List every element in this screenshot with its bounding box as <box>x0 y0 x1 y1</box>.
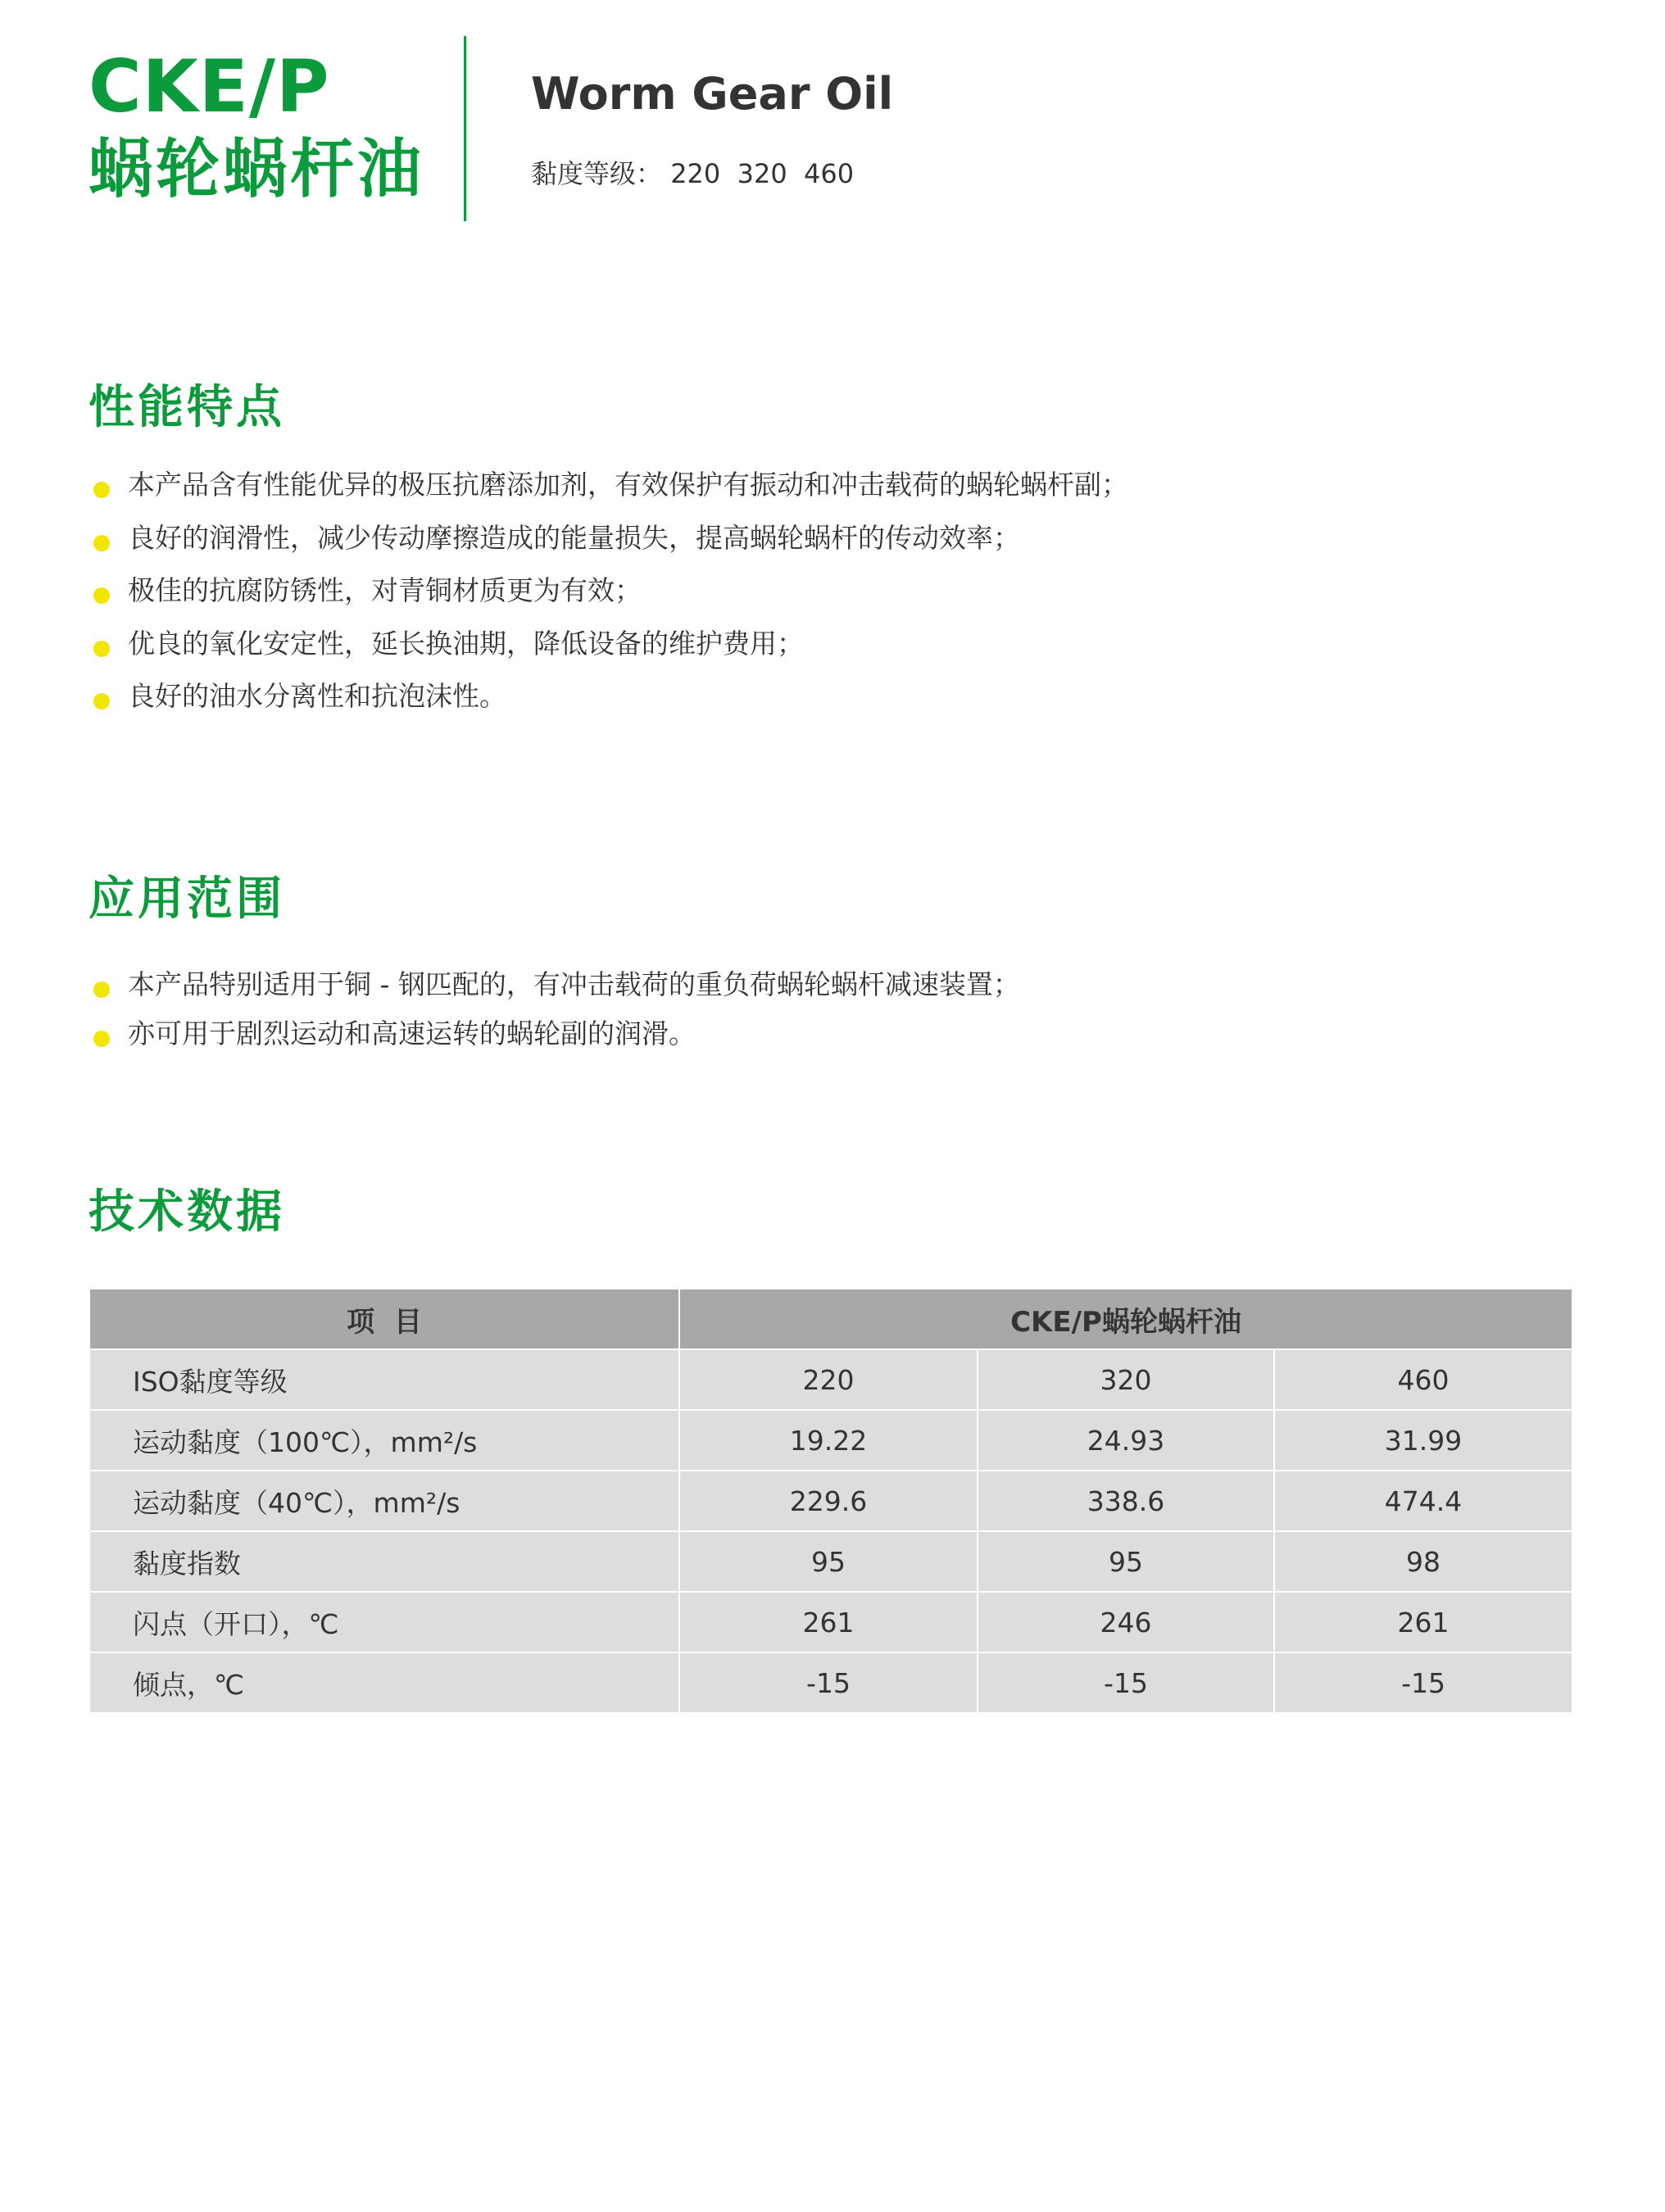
cell-220: 95 <box>679 1531 978 1592</box>
cell-320: 24.93 <box>978 1410 1274 1471</box>
bullet-dot-icon <box>93 693 110 709</box>
applications-title: 应用范围 <box>88 873 285 926</box>
row-label: ISO黏度等级 <box>89 1349 679 1410</box>
applications-list <box>88 968 1604 1049</box>
list-item: 本产品含有性能优异的极压抗磨添加剂，有效保护有振动和冲击载荷的蜗轮蜗杆副； <box>88 469 1604 501</box>
spec-table <box>88 1288 1573 1714</box>
product-header <box>0 0 1665 246</box>
table-row <box>89 1410 1572 1471</box>
table-row <box>89 1652 1572 1713</box>
table-row <box>89 1471 1572 1531</box>
row-label: 运动黏度（40℃），mm²/s <box>89 1471 679 1531</box>
product-name-cn: 蜗轮蜗杆油 <box>88 133 425 206</box>
cell-220: 19.22 <box>679 1410 978 1471</box>
list-item: 本产品特别适用于铜 - 钢匹配的，有冲击载荷的重负荷蜗轮蜗杆减速装置； <box>88 968 1604 1001</box>
table-row <box>89 1349 1572 1410</box>
cell-320: -15 <box>978 1652 1274 1713</box>
cell-320: 338.6 <box>978 1471 1274 1531</box>
cell-220: 261 <box>679 1592 978 1652</box>
cell-460: -15 <box>1274 1652 1572 1713</box>
list-item: 极佳的抗腐防锈性，对青铜材质更为有效； <box>88 574 1604 607</box>
bullet-dot-icon <box>93 587 110 604</box>
bullet-dot-icon <box>93 1031 110 1047</box>
row-label: 运动黏度（100℃），mm²/s <box>89 1410 679 1471</box>
cell-460: 31.99 <box>1274 1410 1572 1471</box>
viscosity-grade-label: 黏度等级： <box>531 158 663 189</box>
product-code: CKE/P <box>88 44 330 129</box>
bullet-dot-icon <box>93 641 110 657</box>
bullet-dot-icon <box>93 981 110 998</box>
row-label: 闪点（开口），℃ <box>89 1592 679 1652</box>
list-item: 良好的润滑性，减少传动摩擦造成的能量损失，提高蜗轮蜗杆的传动效率； <box>88 522 1604 555</box>
features-title: 性能特点 <box>88 381 285 434</box>
cell-320: 246 <box>978 1592 1274 1652</box>
list-item: 优良的氧化安定性，延长换油期，降低设备的维护费用； <box>88 628 1604 660</box>
table-row <box>89 1531 1572 1592</box>
cell-320: 95 <box>978 1531 1274 1592</box>
cell-220: 220 <box>679 1349 978 1410</box>
cell-320: 320 <box>978 1349 1274 1410</box>
table-row <box>89 1592 1572 1652</box>
row-label: 黏度指数 <box>89 1531 679 1592</box>
bullet-dot-icon <box>93 535 110 551</box>
header-item: 项 目 <box>89 1289 679 1349</box>
cell-460: 474.4 <box>1274 1471 1572 1531</box>
list-item: 亦可用于剧烈运动和高速运转的蜗轮副的润滑。 <box>88 1018 1604 1050</box>
bullet-dot-icon <box>93 482 110 498</box>
header-product: CKE/P蜗轮蜗杆油 <box>679 1289 1572 1349</box>
viscosity-grade-values: 220 320 460 <box>670 158 855 189</box>
cell-460: 460 <box>1274 1349 1572 1410</box>
cell-220: 229.6 <box>679 1471 978 1531</box>
spec-table-header-row <box>89 1289 1572 1349</box>
cell-460: 98 <box>1274 1531 1572 1592</box>
product-name-en: Worm Gear Oil <box>531 68 894 120</box>
viscosity-grades <box>531 158 855 189</box>
specs-title: 技术数据 <box>88 1185 285 1239</box>
cell-220: -15 <box>679 1652 978 1713</box>
list-item: 良好的油水分离性和抗泡沫性。 <box>88 680 1604 713</box>
features-list <box>88 469 1604 713</box>
row-label: 倾点，℃ <box>89 1652 679 1713</box>
header-divider <box>464 36 466 221</box>
cell-460: 261 <box>1274 1592 1572 1652</box>
